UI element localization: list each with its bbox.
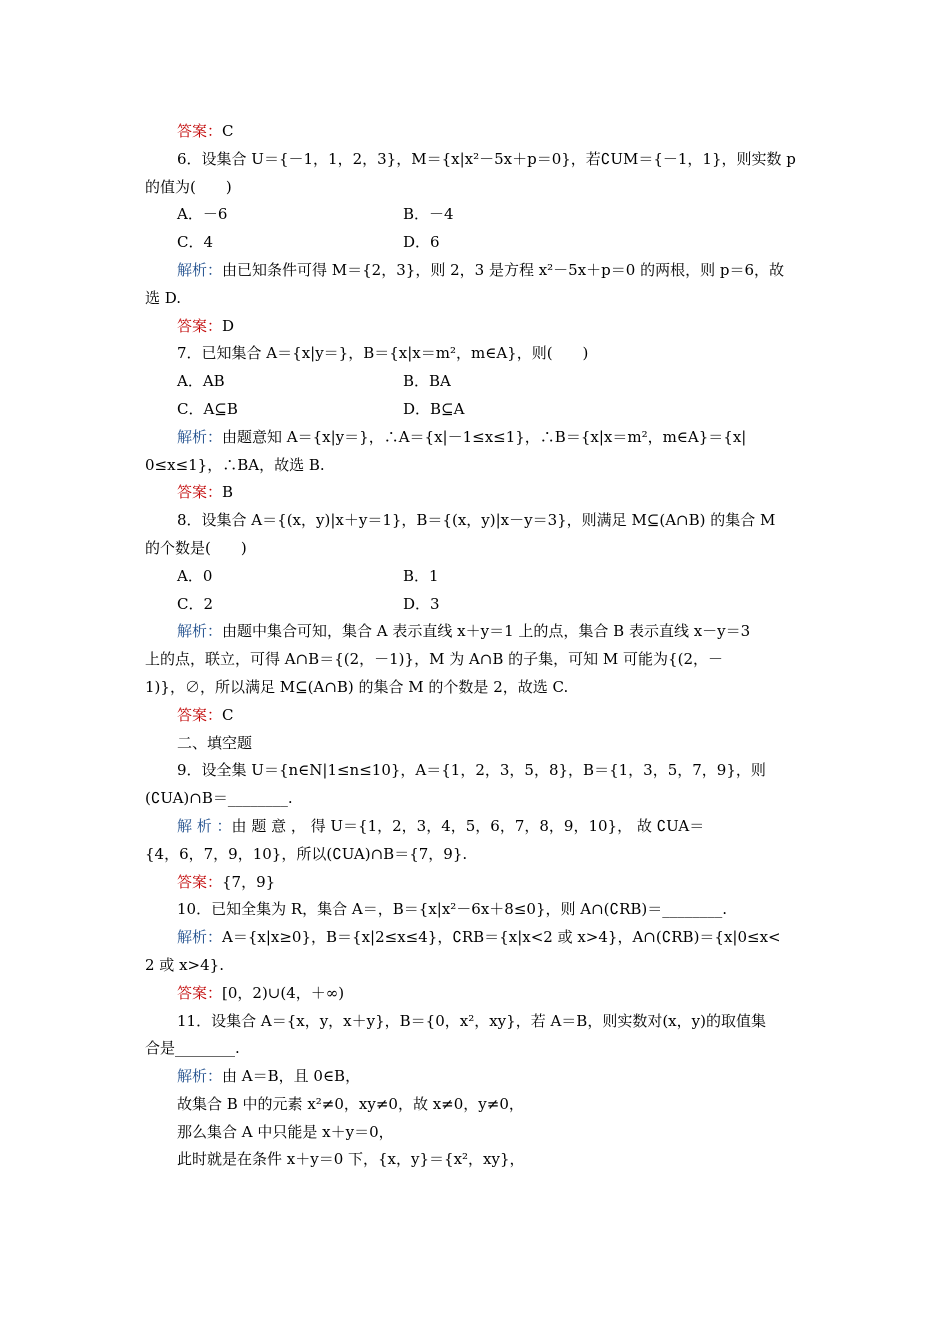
option-d: D．6 xyxy=(403,233,440,252)
explanation-label: 解析： xyxy=(177,260,223,279)
question-6-line: 的值为( ) xyxy=(145,177,232,196)
explanation-line: 上的点，联立，可得 A∩B＝{(2，－1)}，M 为 A∩B 的子集，可知 M 可能为{(2，－ xyxy=(145,650,723,669)
explanation-line: 解析：由已知条件可得 M＝{2，3}，则 2，3 是方程 x²－5x＋p＝0 的两根，则 p＝6，故 xyxy=(177,260,785,279)
question-8-line: 8．设集合 A＝{(x，y)|x＋y＝1}，B＝{(x，y)|x－y＝3}，则满足 M⊆(A∩B) 的集合 M xyxy=(177,511,776,530)
answer-line: 答案：C xyxy=(177,122,234,140)
option-d: D．3 xyxy=(403,594,440,613)
answer-label: 答案： xyxy=(177,483,223,502)
explanation-line: 那么集合 A 中只能是 x＋y＝0， xyxy=(177,1122,394,1141)
answer-label: 答案： xyxy=(177,316,223,335)
explanation-label: 解析： xyxy=(177,1067,223,1086)
answer-line: 答案：C xyxy=(177,705,234,724)
option-a: A．AB xyxy=(177,372,225,391)
options-row xyxy=(145,396,825,424)
question-8-line: 的个数是( ) xyxy=(145,538,247,557)
answer-label: 答案： xyxy=(177,705,223,724)
explanation-line: 解析：由题中集合可知，集合 A 表示直线 x＋y＝1 上的点，集合 B 表示直线 x－y＝3 xyxy=(177,622,751,641)
options-row xyxy=(145,591,825,619)
option-a: A．0 xyxy=(177,566,213,585)
option-a: A．－6 xyxy=(177,205,228,224)
option-b: B．BA xyxy=(403,372,451,391)
question-9-line: (∁UA)∩B＝________. xyxy=(145,789,293,808)
question-6-line: 6．设集合 U＝{－1，1，2，3}，M＝{x|x²－5x＋p＝0}，若∁UM＝{－1，1}，则实数 p xyxy=(177,149,796,168)
explanation-line: 0≤x≤1}，∴BA，故选 B. xyxy=(145,455,325,474)
explanation-line: 解 析 ：由 题 意 ， 得 U＝{1，2，3，4，5，6，7，8，9，10}， 故 ∁UA＝ xyxy=(177,816,705,835)
explanation-line: 选 D. xyxy=(145,288,182,307)
explanation-line: 解析：A＝{x|x≥0}，B＝{x|2≤x≤4}，∁RB＝{x|x<2 或 x>4}，A∩(∁RB)＝{x|0≤x< xyxy=(177,928,781,947)
answer-label: 答案： xyxy=(177,122,223,140)
question-9-line: 9．设全集 U＝{n∈N|1≤n≤10}，A＝{1，2，3，5，8}，B＝{1，3，5，7，9}，则 xyxy=(177,761,766,780)
explanation-label: 解 析 ： xyxy=(177,816,232,835)
answer-line: 答案：B xyxy=(177,483,234,502)
explanation-line: {4，6，7，9，10}，所以(∁UA)∩B＝{7，9}. xyxy=(145,844,468,863)
question-7-line: 7．已知集合 A＝{x|y＝}，B＝{x|x＝m²，m∈A}，则( ) xyxy=(177,344,589,363)
explanation-line: 解析：由 A＝B，且 0∈B， xyxy=(177,1067,361,1086)
section-heading: 二、填空题 xyxy=(177,733,253,752)
explanation-line: 1)}，∅，所以满足 M⊆(A∩B) 的集合 M 的个数是 2，故选 C. xyxy=(145,677,569,696)
option-c: C．2 xyxy=(177,594,214,613)
explanation-line: 2 或 x>4}. xyxy=(145,955,224,974)
answer-line: 答案：{7，9} xyxy=(177,872,276,891)
option-c: C．A⊆B xyxy=(177,399,238,418)
answer-label: 答案： xyxy=(177,872,223,891)
explanation-line: 此时就是在条件 x＋y＝0 下，{x，y}＝{x²，xy}， xyxy=(177,1150,525,1169)
options-row xyxy=(145,229,825,257)
explanation-line: 故集合 B 中的元素 x²≠0，xy≠0，故 x≠0，y≠0， xyxy=(177,1094,524,1113)
document-content xyxy=(145,118,825,1174)
answer-line: 答案：D xyxy=(177,316,235,335)
question-10-line: 10．已知全集为 R，集合 A＝，B＝{x|x²－6x＋8≤0}，则 A∩(∁RB)＝________. xyxy=(177,900,728,919)
answer-line: 答案：[0，2)∪(4，＋∞) xyxy=(177,983,345,1002)
option-c: C．4 xyxy=(177,233,214,252)
explanation-line: 解析：由题意知 A＝{x|y＝}，∴A＝{x|－1≤x≤1}，∴B＝{x|x＝m²，m∈A}＝{x| xyxy=(177,427,747,446)
explanation-label: 解析： xyxy=(177,928,223,947)
options-row xyxy=(145,563,825,591)
question-11-line: 合是________. xyxy=(145,1039,240,1058)
question-11-line: 11．设集合 A＝{x，y，x＋y}，B＝{0，x²，xy}，若 A＝B，则实数对(x，y)的取值集 xyxy=(177,1011,766,1030)
explanation-label: 解析： xyxy=(177,427,223,446)
options-row xyxy=(145,201,825,229)
answer-label: 答案： xyxy=(177,983,223,1002)
option-d: D．B⊆A xyxy=(403,399,465,418)
options-row xyxy=(145,368,825,396)
explanation-label: 解析： xyxy=(177,622,223,641)
option-b: B．1 xyxy=(403,566,439,585)
option-b: B．－4 xyxy=(403,205,454,224)
